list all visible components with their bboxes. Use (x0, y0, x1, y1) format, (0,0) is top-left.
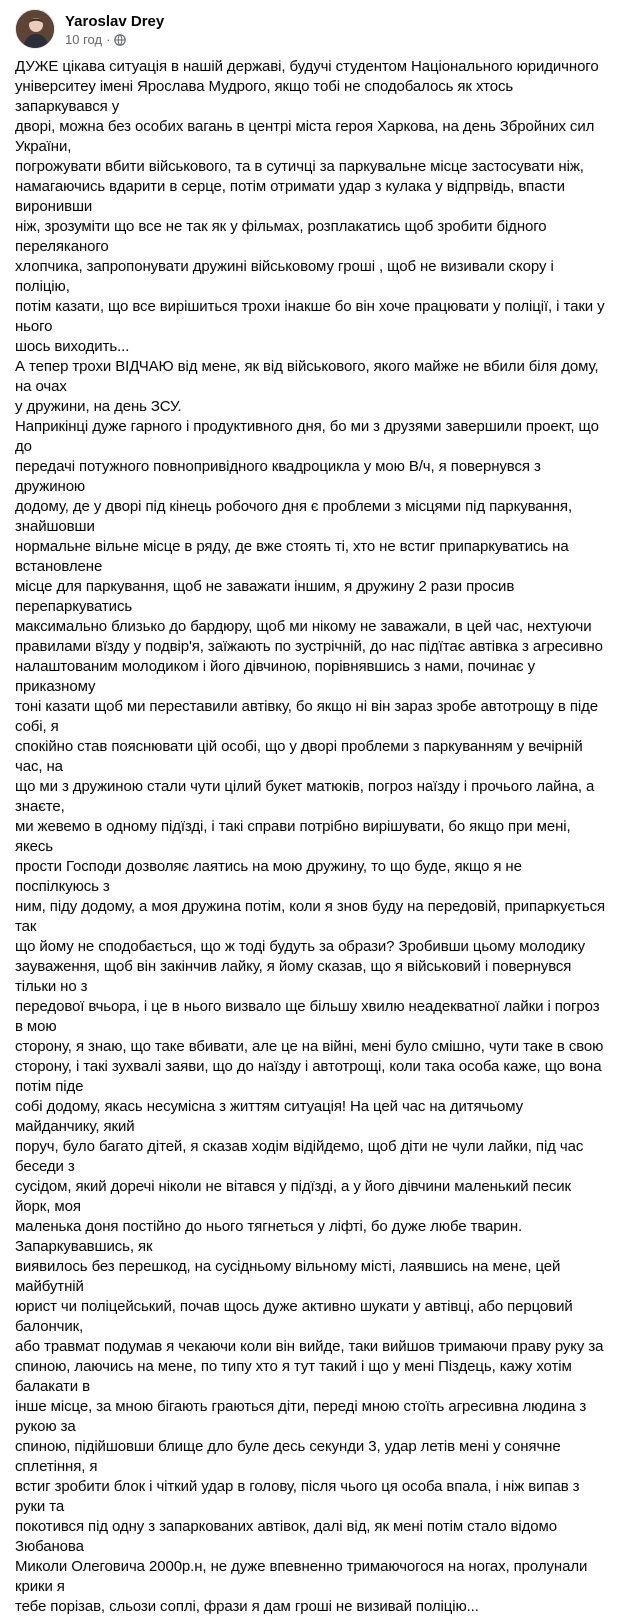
post-paragraph: ДУЖЕ цікава ситуація в нашій державі, будучі студентом Національного юридичного університеу імені Ярослава Мудрого, якщо тобі не сподобалось як хтось запаркувався у дворі, можна без особих вагань в центрі міста героя Харкова, на день Збройних сил України, погрожувати вбити військового, та в сутичці за паркувальне місце застосувати ніж, намагаючись вдарити в серце, потім отримати удар з кулака у відпрвідь, впасти виронивши ніж, зрозуміти що все не так як у фільмах, розплакатись щоб зробити бідного переляканого хлопчика, запропонувати дружині військовому гроші , щоб не визивали скору і поліцію, потім казати, що все вирішиться трохи інакше бо він хоче працювати у поліції, і таки у нього шось виходить... (15, 58, 605, 355)
post-text (15, 57, 607, 1617)
post-paragraph: А тепер трохи ВІДЧАЮ від мене, як від військового, якого майже не вбили біля дому, на очах у дружини, на день ЗСУ. (15, 358, 599, 415)
avatar-image (16, 10, 55, 49)
avatar[interactable] (15, 9, 55, 49)
post-meta (65, 32, 126, 48)
post-header (15, 9, 605, 53)
author-name[interactable]: Yaroslav Drey (65, 13, 165, 30)
post-time[interactable]: 10 год (65, 32, 103, 47)
meta-separator: · (106, 32, 111, 47)
globe-icon[interactable] (114, 34, 126, 46)
post-paragraph: Наприкінці дуже гарного і продуктивного дня, бо ми з друзями завершили проект, що до передачі потужного повнопривідного квадроцикла у мою В/ч, я повернувся з дружиною додому, де у дворі під кінець робочого дня є проблеми з місцями під паркування, знайшовши нормальне вільне місце в ряду, де вже стоять ті, хто не встиг припаркуватись на встановлене місце для паркування, щоб не заважати іншим, я дружину 2 рази просив перепаркуватись максимально близько до бардюру, щоб ми нікому не заважали, в цей час, нехтуючи правилами вїзду у подвір'я, заїжають по зустрічній, до нас підїтає автівка з агресивно налаштованим молодиком і його дівчиною, порівнявшись з нами, починає у приказному тоні казати щоб ми переставили автівку, бо якщо ні він зараз зробе автотрощу в піде собі, я спокійно став пояснювати цій особі, що у дворі проблеми з паркуванням у вечірній час, на що ми з дружиною стали чути цілий букет матюків, погроз наїзду і прочього лайна, а знаєте, ми жевемо в одному підїзді, і такі справи потрібно вирішувати, бо якщо при мені, якесь прости Господи дозволяє лаятись на мою дружину, то що буде, якщо я не поспілкуюсь з ним, піду додому, а моя дружина потім, коли я знов буду на передовій, припаркується так що йому не сподобається, що ж тоді будуть за образи? Зробивши цьому молодику зауваження, щоб він закінчив лайку, я йому сказав, що я військовий і повернувся тільки но з передової вчьора, і це в нього визвало ще більшу хвилю неадекватної лайки і погроз в мою сторону, я знаю, що таке вбивати, але це на війні, мені було смішно, чути таке в свою сторону, і такі зухвалі заяви, що до наїзду і автотрощі, коли така особа каже, що вона потім піде собі додому, якась несумісна з життям ситуація! На цей час на дитячьому майданчику, який поруч, було багато дітей, я сказав ходім відійдемо, щоб діти не чули лайки, під час беседи з сусідом, який доречі ніколи не вітався у підїзді, а у його дівчини маленький песик йорк, моя маленька доня постійно до нього тягнеться у ліфті, бо дуже любе тварин. Запаркувавшись, як виявилось без перешкод, на сусідньому вільному місті, лаявшись на мене, цей майбутній юрист чи поліцейський, почав щось дуже активно шукати у автівці, або перцовий балончик, або травмат подумав я чекаючи коли він вийде, таки вийшов тримаючи праву руку за спиною, лаючись на мене, по типу хто я тут такий і що у мені Піздець, кажу хотім балакати в інше місце, за мною бігають граються діти, переді мною стоїть агресивна людина з рукою за спиною, підійшовши блище дло буле десь секунди 3, удар летів мені у сонячне сплетіння, я встиг зробити блок і чіткий удар в голову, після чього ця особа впала, і ніж випав з руки та покотився під одну з запаркованих автівок, далі від, як мені потім стало відомо Зюбанова Миколи Олеговича 2000р.н, не дуже впевненно тримаючогося на ногах, пролунали крики я тебе порізав, сльози соплі, фрази я дам гроші не визивай поліцію... (15, 418, 606, 1615)
